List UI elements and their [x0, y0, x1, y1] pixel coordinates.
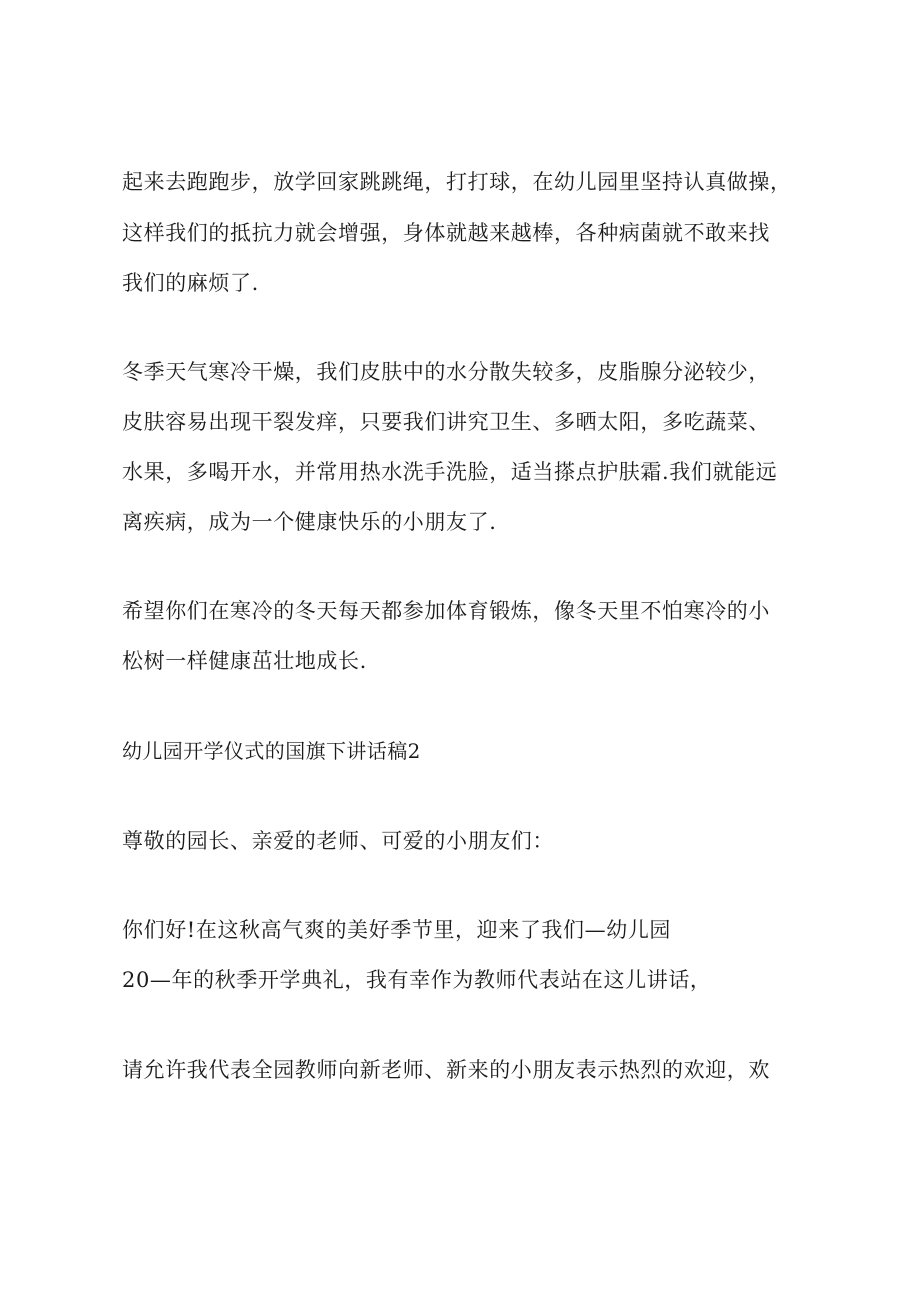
section-title: 幼儿园开学仪式的国旗下讲话稿2 — [122, 739, 421, 763]
paragraph-3-line-2: 松树一样健康茁壮地成长. — [122, 649, 367, 673]
paragraph-3-line-1: 希望你们在寒冷的冬天每天都参加体育锻炼，像冬天里不怕寒冷的小 — [122, 599, 770, 623]
paragraph-2-line-2: 皮肤容易出现干裂发痒，只要我们讲究卫生、多晒太阳，多吃蔬菜、 — [122, 410, 770, 434]
paragraph-2-line-4: 离疾病，成为一个健康快乐的小朋友了. — [122, 510, 497, 534]
paragraph-5-line-1: 请允许我代表全园教师向新老师、新来的小朋友表示热烈的欢迎，欢 — [122, 1058, 770, 1082]
paragraph-1-line-3: 我们的麻烦了. — [122, 271, 259, 295]
greeting-line: 尊敬的园长、亲爱的老师、可爱的小朋友们： — [122, 829, 554, 853]
paragraph-2-line-1: 冬季天气寒冷干燥，我们皮肤中的水分散失较多，皮脂腺分泌较少， — [122, 360, 770, 384]
paragraph-2-line-3: 水果，多喝开水，并常用热水洗手洗脸，适当搽点护肤霜.我们就能远 — [122, 460, 778, 484]
paragraph-1-line-2: 这样我们的抵抗力就会增强，身体就越来越棒，各种病菌就不敢来找 — [122, 221, 770, 245]
paragraph-4-line-1: 你们好!在这秋高气爽的美好季节里，迎来了我们—幼儿园 — [122, 918, 672, 942]
paragraph-4-line-2: 20—年的秋季开学典礼，我有幸作为教师代表站在这儿讲话， — [122, 968, 712, 992]
paragraph-1-line-1: 起来去跑跑步，放学回家跳跳绳，打打球，在幼儿园里坚持认真做操， — [122, 170, 792, 194]
